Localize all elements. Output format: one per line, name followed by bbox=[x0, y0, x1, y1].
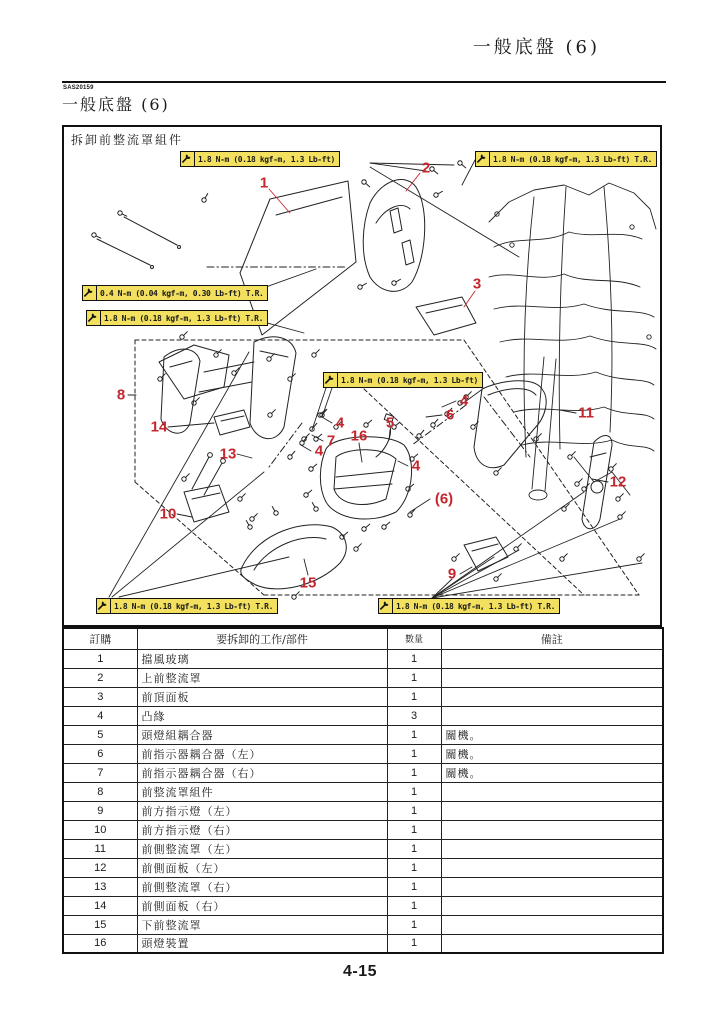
cell-order: 6 bbox=[63, 744, 137, 763]
table-row bbox=[63, 763, 663, 782]
cell-qty: 1 bbox=[387, 820, 441, 839]
cell-remarks bbox=[441, 649, 663, 668]
part-number-label: 3 bbox=[472, 275, 482, 293]
cell-qty: 1 bbox=[387, 801, 441, 820]
table-row bbox=[63, 877, 663, 896]
cell-part: 頭燈裝置 bbox=[137, 934, 387, 953]
cell-remarks: 關機。 bbox=[441, 725, 663, 744]
cell-qty: 1 bbox=[387, 668, 441, 687]
cell-order: 9 bbox=[63, 801, 137, 820]
torque-callout bbox=[475, 151, 657, 167]
table-row bbox=[63, 687, 663, 706]
upper-cowl-outline bbox=[363, 180, 424, 292]
torque-callout bbox=[82, 285, 268, 301]
cell-order: 8 bbox=[63, 782, 137, 801]
part-number-label: 15 bbox=[299, 574, 317, 592]
cell-part: 前頂面板 bbox=[137, 687, 387, 706]
cell-part: 前側面板（左） bbox=[137, 858, 387, 877]
cell-order: 15 bbox=[63, 915, 137, 934]
torque-wrench-icon bbox=[97, 599, 111, 613]
cell-part: 頭燈組耦合器 bbox=[137, 725, 387, 744]
table-header-part: 要拆卸的工作/部件 bbox=[137, 628, 387, 649]
torque-wrench-icon bbox=[181, 152, 195, 166]
cell-remarks: 關機。 bbox=[441, 744, 663, 763]
page-header-title: 一般底盤 (6) bbox=[472, 37, 600, 58]
cell-remarks bbox=[441, 668, 663, 687]
cell-qty: 1 bbox=[387, 763, 441, 782]
cell-part: 下前整流罩 bbox=[137, 915, 387, 934]
cell-remarks bbox=[441, 896, 663, 915]
cell-order: 5 bbox=[63, 725, 137, 744]
part-number-label: 4 bbox=[459, 392, 469, 410]
part-number-label: 4 bbox=[314, 442, 324, 460]
cell-qty: 1 bbox=[387, 896, 441, 915]
cell-qty: 1 bbox=[387, 782, 441, 801]
cell-part: 前方指示燈（左） bbox=[137, 801, 387, 820]
torque-callout bbox=[96, 598, 278, 614]
part-number-label: 4 bbox=[411, 457, 421, 475]
cell-order: 13 bbox=[63, 877, 137, 896]
part-number-label: 4 bbox=[335, 414, 345, 432]
part-number-label: 2 bbox=[421, 159, 431, 177]
cell-part: 上前整流罩 bbox=[137, 668, 387, 687]
cowling-assembly-outline bbox=[159, 337, 296, 439]
table-row bbox=[63, 915, 663, 934]
cell-qty: 1 bbox=[387, 915, 441, 934]
cell-order: 16 bbox=[63, 934, 137, 953]
cell-order: 3 bbox=[63, 687, 137, 706]
table-row bbox=[63, 934, 663, 953]
cell-remarks bbox=[441, 820, 663, 839]
torque-wrench-icon bbox=[379, 599, 393, 613]
part-number-label: 5 bbox=[385, 414, 395, 432]
part-number-label: (6) bbox=[434, 490, 454, 508]
torque-wrench-icon bbox=[324, 373, 338, 387]
cell-part: 凸緣 bbox=[137, 706, 387, 725]
cell-part: 前側面板（右） bbox=[137, 896, 387, 915]
cell-part: 前側整流罩（右） bbox=[137, 877, 387, 896]
part-number-label: 6 bbox=[445, 406, 455, 424]
turn-signal-outline bbox=[464, 537, 508, 571]
cell-qty: 1 bbox=[387, 858, 441, 877]
part-number-label: 14 bbox=[150, 418, 168, 436]
cell-qty: 1 bbox=[387, 687, 441, 706]
table-row bbox=[63, 801, 663, 820]
cell-qty: 1 bbox=[387, 877, 441, 896]
cell-order: 4 bbox=[63, 706, 137, 725]
torque-callout bbox=[86, 310, 268, 326]
cell-remarks bbox=[441, 687, 663, 706]
part-number-label: 1 bbox=[259, 174, 269, 192]
torque-value: 1.8 N-m (0.18 kgf-m, 1.3 Lb-ft) T.R. bbox=[396, 601, 555, 611]
cell-order: 14 bbox=[63, 896, 137, 915]
cell-remarks bbox=[441, 782, 663, 801]
cell-remarks bbox=[441, 915, 663, 934]
cell-order: 12 bbox=[63, 858, 137, 877]
cell-order: 11 bbox=[63, 839, 137, 858]
part-number-label: 12 bbox=[609, 473, 627, 491]
cell-qty: 3 bbox=[387, 706, 441, 725]
section-title: 一般底盤 (6) bbox=[62, 95, 170, 114]
table-header-order: 訂購 bbox=[63, 628, 137, 649]
table-header-qty: 數量 bbox=[387, 628, 441, 649]
cell-order: 10 bbox=[63, 820, 137, 839]
torque-callout bbox=[378, 598, 560, 614]
figure-box bbox=[62, 125, 662, 627]
cell-part: 前指示器耦合器（右） bbox=[137, 763, 387, 782]
section-code: SAS20159 bbox=[63, 85, 94, 91]
cell-remarks bbox=[441, 877, 663, 896]
table-row bbox=[63, 858, 663, 877]
table-header-remarks: 備註 bbox=[441, 628, 663, 649]
cell-qty: 1 bbox=[387, 934, 441, 953]
table-header-row bbox=[63, 628, 663, 649]
table-row bbox=[63, 820, 663, 839]
torque-value: 1.8 N-m (0.18 kgf-m, 1.3 Lb-ft) bbox=[198, 154, 335, 164]
part-number-label: 11 bbox=[578, 404, 594, 422]
cell-part: 前方指示燈（右） bbox=[137, 820, 387, 839]
cell-remarks: 關機。 bbox=[441, 763, 663, 782]
cell-order: 7 bbox=[63, 763, 137, 782]
cell-qty: 1 bbox=[387, 649, 441, 668]
torque-callout bbox=[323, 372, 483, 388]
torque-value: 1.8 N-m (0.18 kgf-m, 1.3 Lb-ft) bbox=[341, 375, 478, 385]
cell-part: 前指示器耦合器（左） bbox=[137, 744, 387, 763]
cell-qty: 1 bbox=[387, 725, 441, 744]
torque-callout bbox=[180, 151, 340, 167]
torque-wrench-icon bbox=[87, 311, 101, 325]
table-row bbox=[63, 649, 663, 668]
table-row bbox=[63, 896, 663, 915]
cell-remarks bbox=[441, 801, 663, 820]
part-number-label: 9 bbox=[447, 565, 457, 583]
cell-remarks bbox=[441, 934, 663, 953]
torque-value: 1.8 N-m (0.18 kgf-m, 1.3 Lb-ft) T.R. bbox=[114, 601, 273, 611]
torque-wrench-icon bbox=[476, 152, 490, 166]
torque-value: 1.8 N-m (0.18 kgf-m, 1.3 Lb-ft) T.R. bbox=[104, 313, 263, 323]
side-panel-bracket-outline bbox=[214, 410, 250, 435]
torque-wrench-icon bbox=[83, 286, 97, 300]
torque-value: 1.8 N-m (0.18 kgf-m, 1.3 Lb-ft) T.R. bbox=[493, 154, 652, 164]
cell-qty: 1 bbox=[387, 744, 441, 763]
part-number-label: 10 bbox=[159, 505, 177, 523]
torque-value: 0.4 N-m (0.04 kgf-m, 0.30 Lb-ft) T.R. bbox=[100, 288, 264, 298]
table-row bbox=[63, 782, 663, 801]
parts-table bbox=[62, 627, 664, 954]
part-number-label: 7 bbox=[326, 432, 336, 450]
cell-remarks bbox=[441, 858, 663, 877]
table-row bbox=[63, 839, 663, 858]
part-number-label: 13 bbox=[219, 445, 237, 463]
table-row bbox=[63, 706, 663, 725]
cell-remarks bbox=[441, 706, 663, 725]
table-row bbox=[63, 744, 663, 763]
cell-part: 前整流罩組件 bbox=[137, 782, 387, 801]
table-row bbox=[63, 725, 663, 744]
header-rule bbox=[62, 81, 666, 83]
cell-qty: 1 bbox=[387, 839, 441, 858]
cell-part: 擋風玻璃 bbox=[137, 649, 387, 668]
part-number-label: 8 bbox=[116, 386, 126, 404]
cell-part: 前側整流罩（左） bbox=[137, 839, 387, 858]
figure-title: 拆卸前整流罩組件 bbox=[71, 133, 184, 147]
table-row bbox=[63, 668, 663, 687]
page-number: 4-15 bbox=[342, 963, 378, 980]
cell-order: 1 bbox=[63, 649, 137, 668]
cell-order: 2 bbox=[63, 668, 137, 687]
lower-cowl-outline bbox=[241, 525, 346, 589]
cell-remarks bbox=[441, 839, 663, 858]
part-number-label: 16 bbox=[350, 427, 368, 445]
headlight-bracket-outline bbox=[184, 453, 229, 522]
